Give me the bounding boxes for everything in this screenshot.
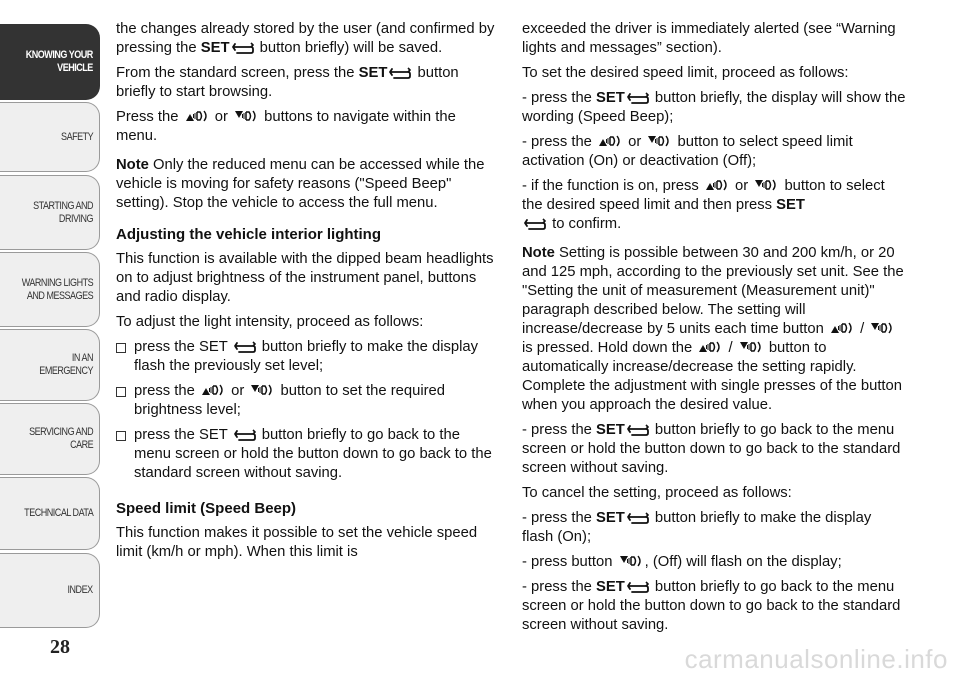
tab-label: INDEX [67, 584, 93, 596]
text: the changes already stored by the user (and confirmed by pressing the [116, 21, 495, 56]
paragraph [522, 89, 906, 127]
up-button-icon [598, 134, 622, 148]
paragraph [116, 108, 498, 146]
set-label: SET [596, 579, 625, 595]
paragraph: This function is available with the dipped beam headlights on to adjust brightness of the instrument panel, buttons and radio display. [116, 251, 494, 305]
paragraph [522, 578, 906, 635]
watermark: carmanualsonline.info [684, 644, 948, 674]
set-label: SET [358, 65, 388, 81]
page-number: 28 [50, 636, 70, 658]
tab-in-an-emergency[interactable] [0, 329, 100, 401]
text: Press the [116, 109, 183, 125]
paragraph [522, 553, 906, 572]
down-button-icon [870, 321, 894, 335]
text: - press the [522, 422, 597, 438]
text: Only the reduced menu can be accessed while the vehicle is moving for safety reasons ("Speed Beep" setting). Stop the vehicle to access the full menu. [116, 157, 485, 211]
text: button briefly to go back to the menu screen or hold the button down to go back to the standard screen without saving. [522, 422, 901, 476]
text: / [724, 340, 737, 356]
up-button-icon [830, 321, 854, 335]
down-button-icon [754, 178, 778, 192]
checkbox-icon [116, 431, 126, 441]
text: , (Off) will flash on the display; [644, 554, 842, 570]
set-button-icon [627, 92, 649, 104]
text: or [226, 383, 249, 399]
paragraph [522, 133, 906, 171]
tab-label: WARNING LIGHTS AND MESSAGES [21, 276, 93, 302]
down-button-icon [234, 109, 258, 123]
text: - press the [522, 510, 597, 526]
left-column [116, 20, 498, 568]
right-column [522, 20, 906, 641]
text: or [730, 178, 753, 194]
section-heading: Speed limit (Speed Beep) [116, 500, 297, 517]
note-paragraph [116, 156, 498, 213]
note-paragraph [522, 244, 906, 415]
set-button-icon [234, 429, 256, 441]
up-button-icon [705, 178, 729, 192]
set-button-icon [627, 424, 649, 436]
text: or [624, 134, 646, 150]
text: or [210, 109, 233, 125]
paragraph: exceeded the driver is immediately alerted (see “Warning lights and messages” section). [522, 21, 896, 56]
set-button-icon [232, 42, 254, 54]
tab-technical-data[interactable] [0, 477, 100, 550]
text: Setting is possible between 30 and 200 km/h, or 20 and 125 mph, according to the previously set unit. See the "Setting the unit of measurement (Measurement unit)" paragraph described below. The setting will increase/decrease by 5 units each time button [522, 245, 904, 337]
text: - press the [522, 579, 597, 595]
note-label: Note [116, 157, 149, 173]
text: to confirm. [548, 216, 622, 232]
tab-index[interactable] [0, 553, 100, 628]
text: button to select speed limit activation (On) or deactivation (Off); [522, 134, 853, 169]
paragraph [116, 64, 498, 102]
text: press the SET [134, 427, 232, 443]
tab-label: STARTING AND DRIVING [33, 199, 93, 225]
down-button-icon [250, 383, 274, 397]
text: / [855, 321, 869, 337]
tab-label: SAFETY [60, 130, 93, 143]
down-button-icon [619, 554, 643, 568]
tab-starting-and-driving[interactable] [0, 175, 100, 250]
list-item [116, 426, 498, 483]
text: press the SET [134, 339, 232, 355]
text: - press button [522, 554, 617, 570]
set-label: SET [776, 197, 805, 213]
tab-label: SERVICING AND CARE [28, 426, 93, 451]
text: button briefly) will be saved. [255, 40, 443, 56]
set-label: SET [596, 510, 625, 526]
text: From the standard screen, press the [116, 65, 359, 81]
text: button briefly to start browsing. [116, 65, 459, 100]
list-item [116, 338, 498, 376]
text: button briefly, the display will show the wording (Speed Beep); [522, 90, 906, 125]
text: button briefly to make the display flash the previously set level; [134, 339, 479, 374]
down-button-icon [739, 340, 763, 354]
set-button-icon [389, 67, 411, 79]
note-label: Note [522, 245, 555, 261]
tab-safety[interactable] [0, 102, 100, 172]
text: is pressed. Hold down the [522, 340, 697, 356]
text: button to automatically increase/decrease the setting rapidly. Complete the adjustment with single presses of the button when you approach the desired value. [522, 340, 903, 413]
section-heading: Adjusting the vehicle interior lighting [116, 226, 382, 243]
text: button to select the desired speed limit and then press [522, 178, 885, 213]
set-button-icon [524, 218, 546, 230]
tab-label: TECHNICAL DATA [23, 507, 93, 519]
set-button-icon [627, 581, 649, 593]
text: button briefly to go back to the menu screen or hold the button down to go back to the standard screen without saving. [522, 579, 901, 633]
paragraph: This function makes it possible to set the vehicle speed limit (km/h or mph). When this limit is [116, 525, 478, 560]
paragraph [522, 421, 906, 478]
tab-warning-lights[interactable] [0, 252, 100, 327]
up-button-icon [185, 109, 209, 123]
text: buttons to navigate within the menu. [116, 109, 456, 144]
set-button-icon [234, 341, 256, 353]
tab-knowing-your-vehicle[interactable] [0, 24, 100, 100]
up-button-icon [201, 383, 225, 397]
chapter-sidebar [0, 0, 100, 640]
checkbox-icon [116, 343, 126, 353]
set-label: SET [200, 40, 230, 56]
paragraph [522, 177, 906, 234]
text: - press the [522, 90, 597, 106]
set-label: SET [596, 422, 625, 438]
paragraph: To set the desired speed limit, proceed as follows: [522, 65, 849, 81]
paragraph [116, 20, 498, 58]
tab-servicing-and-care[interactable] [0, 403, 100, 475]
list-item [116, 382, 498, 420]
paragraph: To adjust the light intensity, proceed as follows: [116, 314, 424, 330]
text: button to set the required brightness level; [134, 383, 446, 418]
text: button briefly to go back to the menu screen or hold the button down to go back to the standard screen without saving. [134, 427, 492, 481]
checkbox-icon [116, 387, 126, 397]
text: - if the function is on, press [522, 178, 703, 194]
up-button-icon [698, 340, 722, 354]
set-label: SET [596, 90, 625, 106]
paragraph: To cancel the setting, proceed as follows: [522, 485, 792, 501]
tab-label: KNOWING YOUR VEHICLE [25, 49, 93, 74]
down-button-icon [647, 134, 671, 148]
text: press the [134, 383, 199, 399]
text: - press the [522, 134, 597, 150]
tab-label: IN AN EMERGENCY [39, 352, 93, 377]
text: button briefly to make the display flash (On); [522, 510, 872, 545]
set-button-icon [627, 512, 649, 524]
paragraph [522, 509, 906, 547]
